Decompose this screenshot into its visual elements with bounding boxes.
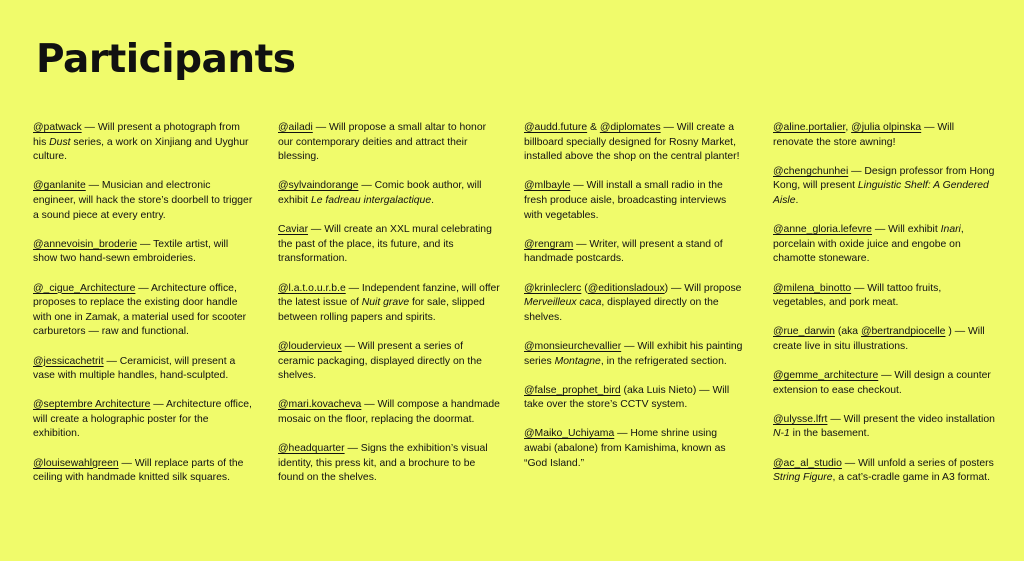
- participant-description: — Design professor from Hong Kong, will present: [773, 165, 995, 192]
- participant-handle-link[interactable]: @_cigue_Architecture: [33, 282, 136, 294]
- participant-handle-link[interactable]: @milena_binotto: [773, 282, 852, 294]
- participant-description: — Will propose a small altar to honor our contemporary deities and attract their blessing.: [278, 122, 487, 163]
- participant-entry: [773, 282, 997, 311]
- work-title: Nuit grave: [361, 297, 410, 309]
- participant-description: — Writer, will present a stand of handmade postcards.: [524, 238, 723, 265]
- participant-description: series, a work on Xinjiang and Uyghur culture.: [33, 136, 249, 163]
- participant-description: (aka Luis Nieto) — Will take over the store’s CCTV system.: [524, 384, 730, 411]
- participant-description: — Musician and electronic engineer, will hack the store’s doorbell to trigger a sound piece at every entry.: [33, 180, 253, 221]
- participant-handle-link[interactable]: @anne_gloria.lefevre: [773, 224, 872, 236]
- participant-handle-link[interactable]: @diplomates: [599, 122, 661, 133]
- participant-description: in the basement.: [789, 428, 870, 440]
- participant-entry: [524, 238, 746, 267]
- participant-handle-link[interactable]: @l.a.t.o.u.r.b.e: [278, 282, 346, 294]
- participant-description: — Will unfold a series of posters: [841, 457, 994, 469]
- participant-description: — Will exhibit: [871, 224, 941, 236]
- participant-handle-link[interactable]: @sylvaindorange: [278, 180, 359, 192]
- participant-description: — Will renovate the store awning!: [773, 122, 955, 148]
- participant-entry: [278, 282, 500, 326]
- participant-handle-link[interactable]: @chengchunhei: [773, 165, 849, 177]
- participant-entry: [33, 398, 255, 442]
- participant-handle-link[interactable]: @annevoisin_broderie: [33, 238, 138, 250]
- work-title: N-1: [773, 428, 790, 440]
- participant-description: — Will tattoo fruits, vegetables, and pork meat.: [773, 282, 942, 309]
- participant-entry: [33, 179, 255, 223]
- participants-column-3: [524, 121, 746, 486]
- participant-entry: [773, 223, 997, 267]
- participant-handle-link[interactable]: @monsieurchevallier: [524, 340, 622, 352]
- participant-entry: [524, 121, 746, 165]
- participant-entry: [773, 325, 997, 354]
- work-title: Montagne: [554, 355, 601, 367]
- participant-description: — Independent fanzine, will offer the latest issue of: [278, 282, 500, 309]
- participant-handle-link[interactable]: @ailadi: [278, 122, 313, 133]
- participant-description: .: [431, 194, 434, 206]
- participant-description: , porcelain with oxide juice and engobe on chamotte stoneware.: [773, 224, 964, 265]
- participant-description: — Signs the exhibition’s visual identity, this press kit, and a brochure to be found on the shelves.: [278, 443, 488, 484]
- participant-handle-link[interactable]: @false_prophet_bird: [524, 384, 621, 396]
- participant-handle-link[interactable]: @krinleclerc: [524, 282, 582, 294]
- participant-description: — Architecture office, proposes to replace the existing door handle with one in Zamak, a material used for scooter carburetors — raw and functional.: [33, 282, 247, 338]
- participant-handle-link[interactable]: @ganlanite: [33, 180, 86, 192]
- participants-column-4: [773, 121, 997, 500]
- participant-description: ) — Will create live in situ illustrations.: [773, 326, 985, 352]
- participant-entry: [278, 442, 500, 486]
- work-title: Dust: [49, 136, 71, 148]
- participant-description: , in the refrigerated section.: [600, 355, 727, 367]
- participant-description: — Will replace parts of the ceiling with handmade knitted silk squares.: [33, 457, 244, 484]
- participant-entry: [773, 121, 997, 150]
- participant-entry: [524, 384, 746, 413]
- participants-column-2: [278, 121, 500, 500]
- participant-description: — Will exhibit his painting series: [524, 340, 743, 367]
- participant-description: .: [795, 194, 799, 206]
- participant-entry: [773, 457, 997, 486]
- participant-entry: [33, 355, 255, 384]
- participant-description: — Will create an XXL mural celebrating the past of the place, its future, and its transformation.: [278, 224, 492, 265]
- participant-handle-link[interactable]: @headquarter: [278, 443, 345, 455]
- participant-entry: [278, 121, 500, 165]
- page-title: Participants: [36, 37, 296, 82]
- participant-handle-link[interactable]: Caviar: [278, 224, 309, 236]
- participant-description: ) — Will propose: [664, 282, 742, 294]
- participant-entry: [524, 340, 746, 369]
- participant-handle-link[interactable]: @julia olpinska: [851, 122, 922, 133]
- participant-description: (: [581, 282, 588, 294]
- work-title: Linguistic Shelf: A Gendered Aisle: [773, 180, 989, 206]
- participant-entry: [33, 121, 255, 165]
- participant-handle-link[interactable]: @audd.future: [524, 122, 588, 133]
- participant-description: (aka: [834, 326, 861, 338]
- participant-entry: [773, 165, 997, 209]
- participant-handle-link[interactable]: @gemme_architecture: [773, 370, 879, 382]
- participant-description: &: [587, 122, 600, 133]
- participant-description: — Textile artist, will show two hand-sewn embroideries.: [33, 238, 229, 265]
- participant-description: — Architecture office, will create a holographic poster for the exhibition.: [33, 399, 252, 440]
- participant-handle-link[interactable]: @ulysse.lfrt: [773, 413, 828, 425]
- participant-handle-link[interactable]: @aline.portalier: [773, 122, 846, 133]
- participant-handle-link[interactable]: @septembre Architecture: [33, 399, 151, 411]
- participant-description: — Comic book author, will exhibit: [278, 180, 482, 206]
- participant-entry: [33, 282, 255, 340]
- participant-entry: [773, 369, 997, 398]
- work-title: String Figure: [773, 472, 833, 484]
- participant-entry: [33, 238, 255, 267]
- participant-handle-link[interactable]: @louderviеux: [278, 340, 342, 352]
- participant-entry: [524, 427, 746, 471]
- participant-entry: [33, 457, 255, 486]
- participant-handle-link[interactable]: @rue_darwin: [773, 326, 835, 338]
- participant-handle-link[interactable]: @rengram: [524, 238, 574, 250]
- work-title: Le fadreau intergalactique: [310, 194, 432, 206]
- participant-handle-link[interactable]: @mlbayle: [524, 180, 571, 192]
- participant-handle-link[interactable]: @bertrandpiocelle: [860, 326, 946, 338]
- participant-entry: [524, 282, 746, 326]
- participant-handle-link[interactable]: @jessicachetrit: [33, 355, 104, 367]
- participant-entry: [524, 179, 746, 223]
- work-title: Inari: [940, 224, 961, 236]
- participant-entry: [278, 398, 500, 427]
- participants-column-1: [33, 121, 255, 500]
- participant-description: — Will present a series of ceramic packaging, displayed directly on the shelves.: [278, 340, 482, 382]
- participant-description: — Will present the video installation: [827, 413, 995, 425]
- participant-description: , a cat’s-cradle game in A3 format.: [832, 472, 990, 484]
- participant-description: ,: [845, 122, 852, 133]
- participant-description: — Will install a small radio in the fresh produce aisle, broadcasting interviews with vegetables.: [524, 180, 727, 221]
- participant-handle-link[interactable]: @patwack: [33, 122, 82, 133]
- participant-description: — Will create a billboard specially designed for Rosny Market, installed above the shop on the central planter!: [524, 122, 740, 163]
- participant-description: — Will present a photograph from his: [33, 122, 240, 148]
- participant-entry: [278, 223, 500, 267]
- participant-handle-link[interactable]: @ac_al_studio: [773, 457, 842, 469]
- work-title: Merveilleux caca: [524, 297, 602, 309]
- participant-description: , displayed directly on the shelves.: [524, 297, 719, 323]
- participant-description: — Will design a counter extension to ease checkout.: [773, 370, 991, 396]
- participant-entry: [773, 413, 997, 442]
- participant-handle-link[interactable]: @Maiko_Uchiyama: [524, 428, 615, 440]
- participant-entry: [278, 179, 500, 208]
- participant-handle-link[interactable]: @mari.kovacheva: [278, 399, 362, 411]
- participant-description: — Home shrine using awabi (abalone) from Kamishima, known as “God Island.”: [524, 428, 726, 469]
- participant-description: for sale, slipped between rolling papers and spirits.: [278, 297, 485, 323]
- participant-handle-link[interactable]: @editionsladoux: [587, 282, 665, 294]
- participant-description: — Will compose a handmade mosaic on the floor, replacing the doormat.: [278, 399, 500, 425]
- participant-description: — Ceramicist, will present a vase with multiple handles, hand-sculpted.: [33, 355, 236, 382]
- participant-entry: [278, 340, 500, 384]
- participant-handle-link[interactable]: @louisewahlgreen: [33, 457, 119, 469]
